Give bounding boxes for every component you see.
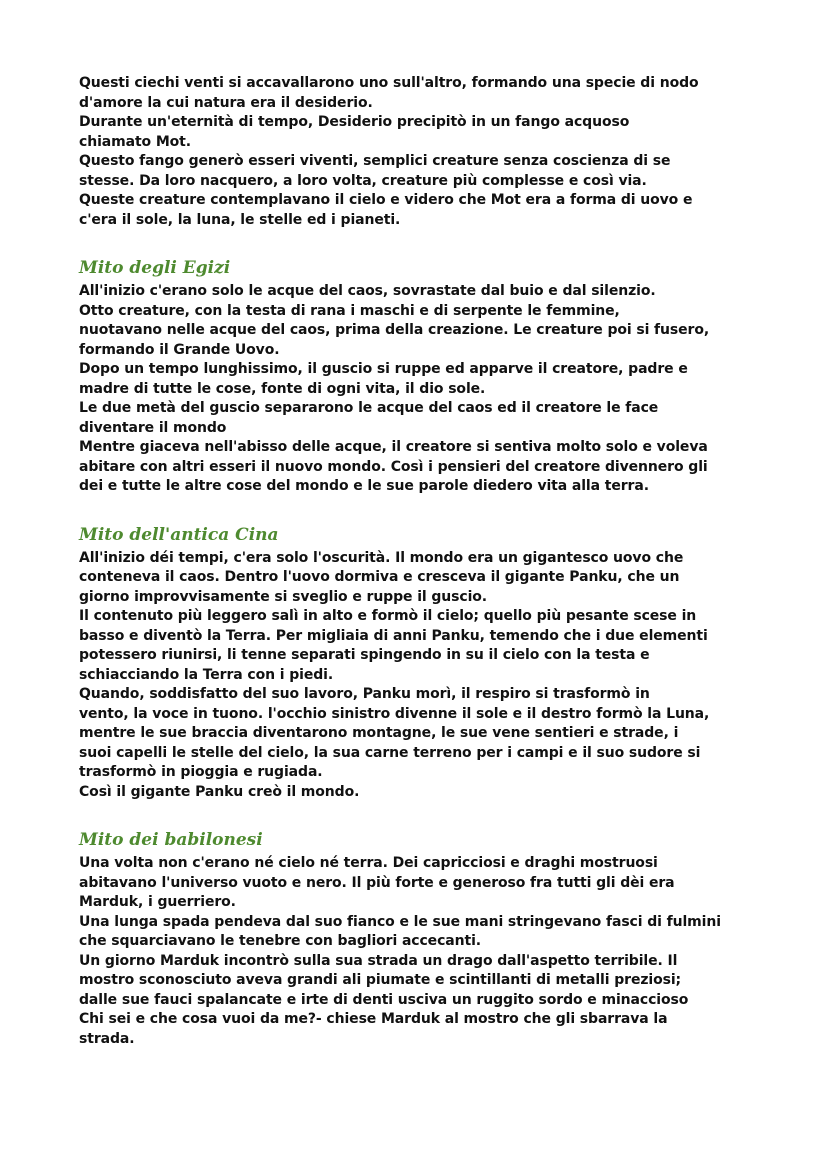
text-line: Un giorno Marduk incontrò sulla sua strada un drago dall'aspetto terribile. Il	[79, 952, 678, 969]
text-line: Dopo un tempo lunghissimo, il guscio si ruppe ed apparve il creatore, padre e	[79, 361, 688, 377]
text-line: Mentre giaceva nell'abisso delle acque, il creatore si sentiva molto solo e voleva	[79, 439, 708, 455]
section-cina	[79, 523, 759, 803]
text-line: schiacciando la Terra con i piedi.	[79, 666, 334, 683]
text-line: conteneva il caos. Dentro l'uovo dormiva e cresceva il gigante Panku, che un	[79, 569, 680, 585]
text-line: Le due metà del guscio separarono le acque del caos ed il creatore le face	[79, 400, 659, 416]
text-line: abitare con altri esseri il nuovo mondo. Così i pensieri del creatore divennero gli	[79, 458, 708, 475]
section-egizi	[79, 256, 759, 497]
text-line: vento, la voce in tuono. l'occhio sinistro divenne il sole e il destro formò la Luna,	[79, 705, 710, 722]
text-line: c'era il sole, la luna, le stelle ed i pianeti.	[79, 211, 401, 228]
text-line: dalle sue fauci spalancate e irte di denti usciva un ruggito sordo e minaccioso	[79, 991, 689, 1008]
text-line: Una lunga spada pendeva dal suo fianco e le sue mani stringevano fasci di fulmini	[79, 913, 721, 930]
text-line: Chi sei e che cosa vuoi da me?- chiese Marduk al mostro che gli sbarrava la	[79, 1011, 668, 1027]
text-line: mostro sconosciuto aveva grandi ali piumate e scintillanti di metalli preziosi;	[79, 972, 682, 988]
text-line: Il contenuto più leggero salì in alto e formò il cielo; quello più pesante scese in	[79, 608, 697, 624]
text-line: stesse. Da loro nacquero, a loro volta, creature più complesse e così via.	[79, 172, 647, 189]
text-line: dei e tutte le altre cose del mondo e le sue parole diedero vita alla terra.	[79, 478, 649, 494]
document-page	[79, 74, 759, 1049]
text-line: basso e diventò la Terra. Per migliaia di anni Panku, temendo che i due elementi	[79, 627, 708, 644]
text-line: d'amore la cui natura era il desiderio.	[79, 94, 373, 111]
text-line: Questo fango generò esseri viventi, semplici creature senza coscienza di se	[79, 153, 671, 169]
section-babilonesi	[79, 828, 759, 1049]
text-line: Una volta non c'erano né cielo né terra. Dei capricciosi e draghi mostruosi	[79, 855, 658, 871]
text-line: che squarciavano le tenebre con bagliori accecanti.	[79, 933, 482, 949]
text-line: nuotavano nelle acque del caos, prima della creazione. Le creature poi si fusero,	[79, 322, 710, 338]
text-line: mentre le sue braccia diventarono montagne, le sue vene sentieri e strade, i	[79, 725, 679, 741]
text-line: giorno improvvisamente si sveglio e ruppe il guscio.	[79, 588, 488, 605]
text-line: diventare il mondo	[79, 419, 227, 436]
text-line: abitavano l'universo vuoto e nero. Il più forte e generoso fra tutti gli dèi era	[79, 874, 675, 891]
text-line: madre di tutte le cose, fonte di ogni vita, il dio sole.	[79, 380, 486, 397]
text-line: trasformò in pioggia e rugiada.	[79, 764, 323, 780]
text-line: strada.	[79, 1030, 135, 1047]
section-heading: Mito dell'antica Cina	[79, 524, 279, 545]
text-line: All'inizio déi tempi, c'era solo l'oscurità. Il mondo era un gigantesco uovo che	[79, 549, 684, 566]
text-line: Quando, soddisfatto del suo lavoro, Panku morì, il respiro si trasformò in	[79, 686, 650, 702]
text-line: Queste creature contemplavano il cielo e videro che Mot era a forma di uovo e	[79, 192, 693, 208]
text-line: Marduk, i guerriero.	[79, 894, 236, 910]
text-line: formando il Grande Uovo.	[79, 341, 280, 358]
text-line: chiamato Mot.	[79, 133, 191, 150]
text-line: Otto creature, con la testa di rana i maschi e di serpente le femmine,	[79, 302, 620, 319]
section-heading: Mito degli Egizi	[79, 258, 231, 278]
text-line: suoi capelli le stelle del cielo, la sua carne terreno per i campi e il suo sudore si	[79, 744, 701, 761]
text-line: Così il gigante Panku creò il mondo.	[79, 783, 360, 800]
text-line: Questi ciechi venti si accavallarono uno sull'altro, formando una specie di nodo	[79, 75, 699, 91]
intro-paragraph	[79, 74, 759, 230]
section-heading: Mito dei babilonesi	[79, 830, 263, 850]
text-line: Durante un'eternità di tempo, Desiderio precipitò in un fango acquoso	[79, 114, 630, 130]
text-line: potessero riunirsi, li tenne separati spingendo in su il cielo con la testa e	[79, 647, 650, 663]
text-line: All'inizio c'erano solo le acque del caos, sovrastate dal buio e dal silenzio.	[79, 283, 656, 299]
